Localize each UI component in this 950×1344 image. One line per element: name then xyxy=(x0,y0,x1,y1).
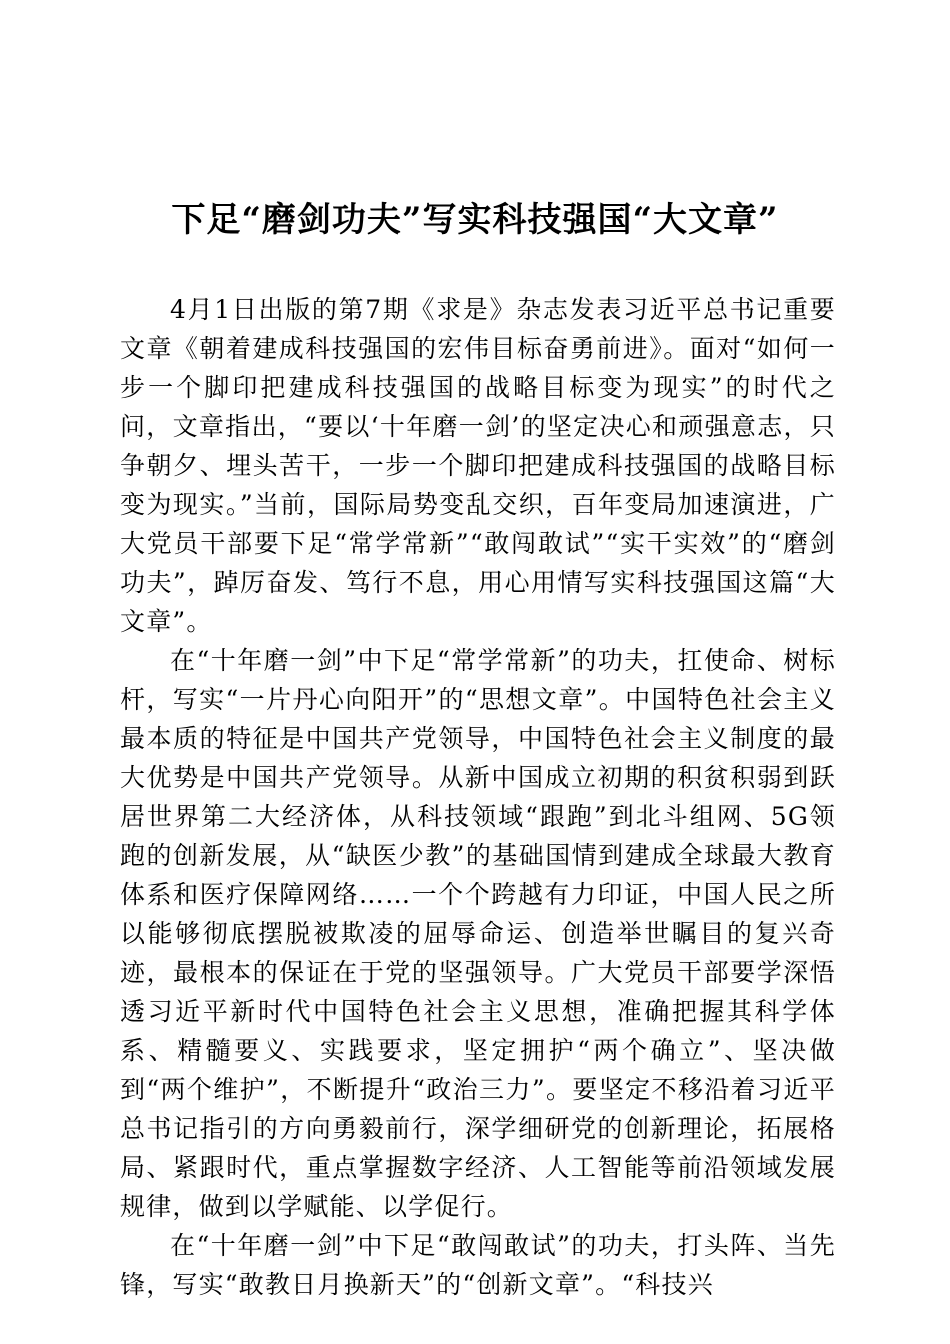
paragraph-intro: 4月1日出版的第7期《求是》杂志发表习近平总书记重要文章《朝着建成科技强国的宏伟目标奋勇前进》。面对“如何一步一个脚印把建成科技强国的战略目标变为现实”的时代之问，文章指出，“要以‘十年磨一剑’的坚定决心和顽强意志，只争朝夕、埋头苦干，一步一个脚印把建成科技强国的战略目标变为现实。”当前，国际局势变乱交织，百年变局加速演进，广大党员干部要下足“常学常新”“敢闯敢试”“实干实效”的“磨剑功夫”，踔厉奋发、笃行不息，用心用情写实科技强国这篇“大文章”。 xyxy=(120,295,836,636)
paragraph-innovation: 在“十年磨一剑”中下足“敢闯敢试”的功夫，打头阵、当先锋，写实“敢教日月换新天”的“创新文章”。“科技兴 xyxy=(120,1231,836,1299)
paragraph-study: 在“十年磨一剑”中下足“常学常新”的功夫，扛使命、树标杆，写实“一片丹心向阳开”的“思想文章”。中国特色社会主义最本质的特征是中国共产党领导，中国特色社会主义制度的最大优势是中国共产党领导。从新中国成立初期的积贫积弱到跃居世界第二大经济体，从科技领域“跟跑”到北斗组网、5G领跑的创新发展，从“缺医少教”的基础国情到建成全球最大教育体系和医疗保障网络……一个个跨越有力印证，中国人民之所以能够彻底摆脱被欺凌的屈辱命运、创造举世瞩目的复兴奇迹，最根本的保证在于党的坚强领导。广大党员干部要学深悟透习近平新时代中国特色社会主义思想，准确把握其科学体系、精髓要义、实践要求，坚定拥护“两个确立”、坚决做到“两个维护”，不断提升“政治三力”。要坚定不移沿着习近平总书记指引的方向勇毅前行，深学细研党的创新理论，拓展格局、紧跟时代，重点掌握数字经济、人工智能等前沿领域发展规律，做到以学赋能、以学促行。 xyxy=(120,646,836,1221)
document-title: 下足“磨剑功夫”写实科技强国“大文章” xyxy=(171,200,779,240)
document-body xyxy=(120,290,836,1304)
